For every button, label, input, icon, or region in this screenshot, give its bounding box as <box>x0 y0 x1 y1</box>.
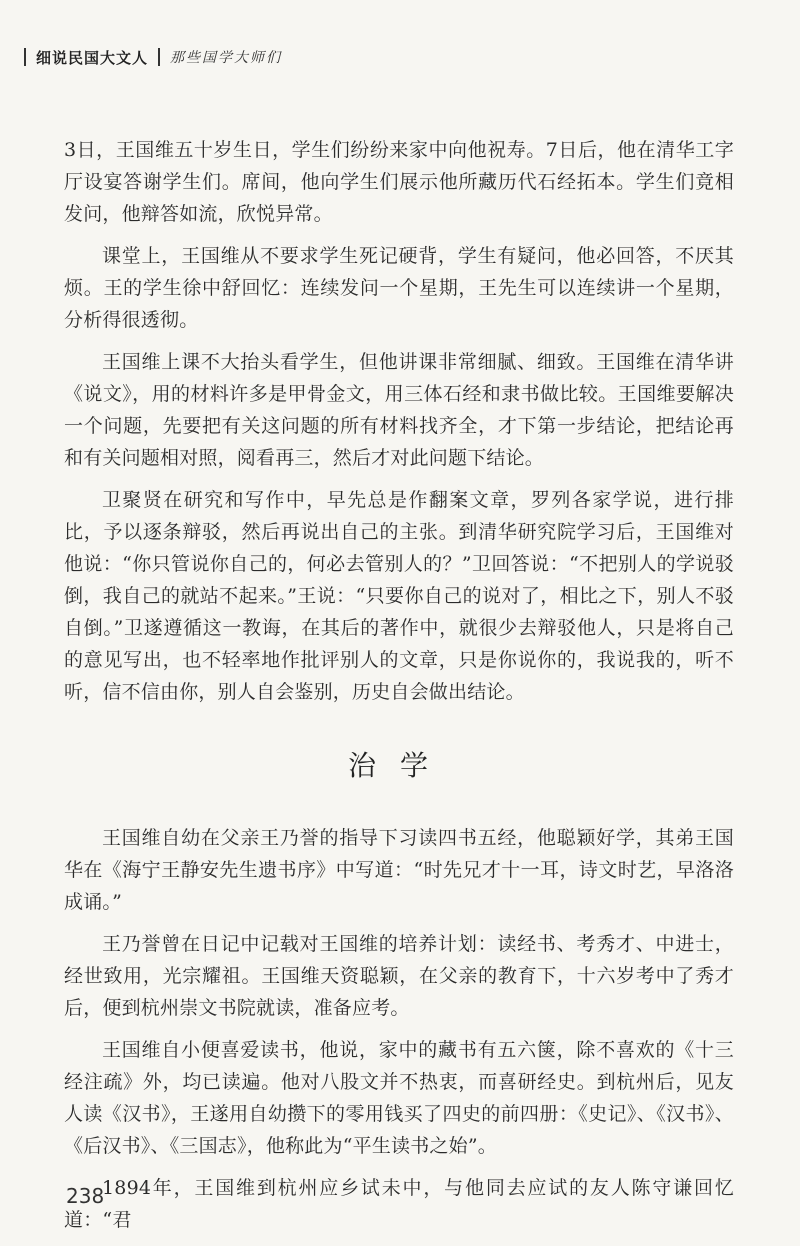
paragraph: 课堂上，王国维从不要求学生死记硬背，学生有疑问，他必回答，不厌其烦。王的学生徐中舒回忆：连续发问一个星期，王先生可以连续讲一个星期，分析得很透彻。 <box>64 245 734 331</box>
body-text <box>64 134 734 718</box>
book-title: 细说民国大文人 <box>36 48 149 67</box>
series-title: 那些国学大师们 <box>170 50 283 66</box>
paragraph: 3日，王国维五十岁生日，学生们纷纷来家中向他祝寿。7日后，他在清华工字厅设宴答谢学生们。席间，他向学生们展示他所藏历代石经拓本。学生们竟相发问，他辩答如流，欣悦异常。 <box>64 139 734 225</box>
header-divider <box>158 48 160 66</box>
paragraph: 王国维自幼在父亲王乃誉的指导下习读四书五经，他聪颖好学，其弟王国华在《海宁王静安先生遗书序》中写道：“时先兄才十一耳，诗文时艺，早洛洛成诵。” <box>64 827 734 913</box>
paragraph: 王乃誉曾在日记中记载对王国维的培养计划：读经书、考秀才、中进士，经世致用，光宗耀祖。王国维天资聪颖，在父亲的教育下，十六岁考中了秀才后，便到杭州崇文书院就读，准备应考。 <box>64 933 734 1019</box>
paragraph: 1894年，王国维到杭州应乡试未中，与他同去应试的友人陈守谦回忆道：“君 <box>64 1177 734 1231</box>
paragraph: 卫聚贤在研究和写作中，早先总是作翻案文章，罗列各家学说，进行排比，予以逐条辩驳，然后再说出自己的主张。到清华研究院学习后，王国维对他说：“你只管说你自己的，何必去管别人的？”卫回答说：“不把别人的学说驳倒，我自己的就站不起来。”王说：“只要你自己的说对了，相比之下，别人不驳自倒。”卫遂遵循这一教诲，在其后的著作中，就很少去辩驳他人，只是将自己的意见写出，也不轻率地作批评别人的文章，只是你说你的，我说我的，听不听，信不信由你，别人自会鉴别，历史自会做出结论。 <box>64 489 734 703</box>
section-heading: 治学 <box>347 749 452 782</box>
running-header <box>24 44 282 70</box>
page-number: 238 <box>66 1184 105 1208</box>
paragraph: 王国维自小便喜爱读书，他说，家中的藏书有五六箧，除不喜欢的《十三经注疏》外，均已读遍。他对八股文并不热衷，而喜研经史。到杭州后，见友人读《汉书》，王遂用自幼攒下的零用钱买了四史的前四册：《史记》、《汉书》、《后汉书》、《三国志》，他称此为“平生读书之始”。 <box>64 1039 734 1157</box>
paragraph: 王国维上课不大抬头看学生，但他讲课非常细腻、细致。王国维在清华讲《说文》，用的材料许多是甲骨金文，用三体石经和隶书做比较。王国维要解决一个问题，先要把有关这问题的所有材料找齐全，才下第一步结论，把结论再和有关问题相对照，阅看再三，然后才对此问题下结论。 <box>64 351 734 469</box>
section-body <box>64 822 734 1246</box>
header-divider <box>24 48 26 66</box>
